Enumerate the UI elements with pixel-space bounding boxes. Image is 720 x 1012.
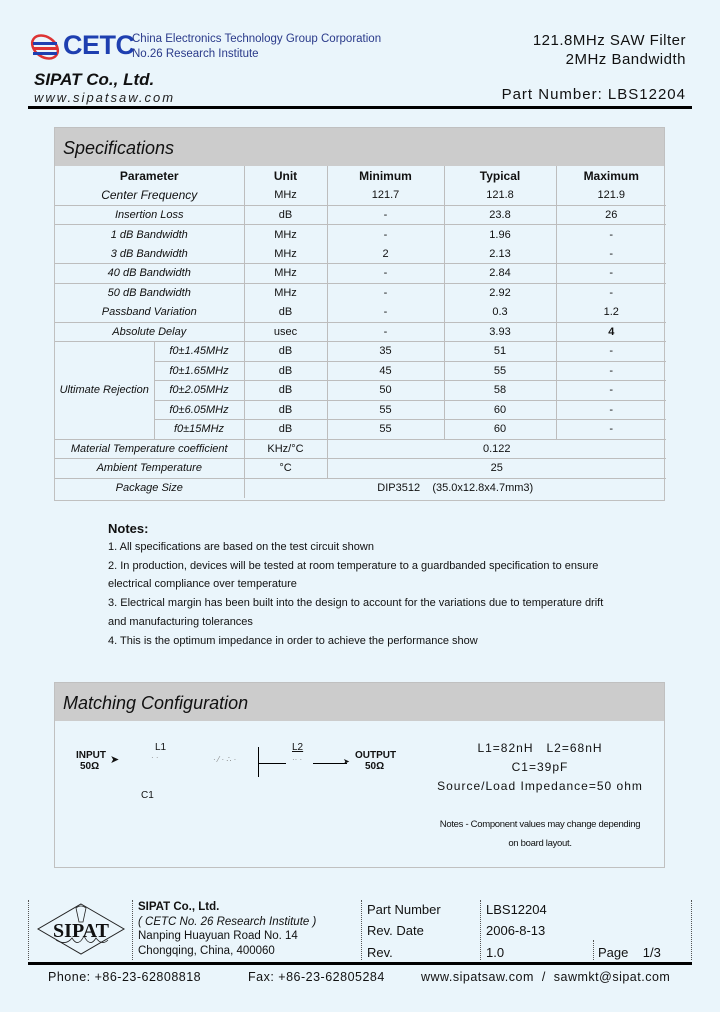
header-part-number: Part Number: LBS12204 — [501, 86, 686, 103]
divider — [480, 900, 481, 960]
divider — [593, 940, 594, 960]
specifications-heading: Specifications — [55, 128, 664, 166]
param-cell: Absolute Delay — [55, 322, 244, 342]
min-cell: - — [327, 225, 444, 245]
shunt-line-icon — [258, 747, 259, 777]
note-line: 1. All specifications are based on the test circuit shown — [108, 541, 374, 553]
rev-date-value: 2006-8-13 — [486, 923, 546, 938]
typ-cell: 121.8 — [444, 186, 556, 206]
min-cell: - — [327, 264, 444, 284]
product-line-2: 2MHz Bandwidth — [565, 51, 686, 68]
matching-heading: Matching Configuration — [55, 683, 664, 721]
rejection-condition: f0±1.45MHz — [154, 342, 244, 362]
footer-phone: Phone: +86-23-62808818 — [48, 970, 202, 984]
footer-block — [28, 896, 692, 962]
typ-cell: 60 — [444, 420, 556, 440]
matching-circuit-diagram — [55, 721, 664, 891]
unit-cell: KHz/°C — [244, 439, 327, 459]
unit-cell: MHz — [244, 225, 327, 245]
min-cell: 2 — [327, 244, 444, 264]
table-row — [55, 322, 666, 342]
corp-line-2: No.26 Research Institute — [132, 48, 259, 60]
typ-cell: 2.92 — [444, 283, 556, 303]
input-arrow-icon: ➤ — [110, 754, 120, 766]
unit-cell: MHz — [244, 186, 327, 206]
max-cell: - — [556, 342, 666, 362]
notes-title: Notes: — [108, 521, 149, 536]
param-cell: Insertion Loss — [55, 205, 244, 225]
col-header-maximum: Maximum — [556, 166, 666, 186]
min-cell: - — [327, 283, 444, 303]
param-cell: Material Temperature coefficient — [55, 439, 244, 459]
param-cell: Ambient Temperature — [55, 459, 244, 479]
value-cell: 0.122 — [327, 439, 666, 459]
c1-label: C1 — [141, 790, 154, 801]
l2-inductor-icon: ·· · — [292, 755, 303, 764]
cetc-wordmark: CETC — [63, 30, 135, 60]
max-cell: - — [556, 225, 666, 245]
rejection-condition: f0±1.65MHz — [154, 361, 244, 381]
rev-value: 1.0 — [486, 945, 505, 960]
l1-label: L1 — [155, 742, 167, 753]
typ-cell: 58 — [444, 381, 556, 401]
connector-line-icon — [258, 763, 286, 764]
unit-cell: MHz — [244, 264, 327, 284]
unit-cell: dB — [244, 205, 327, 225]
min-cell: - — [327, 322, 444, 342]
unit-cell: dB — [244, 342, 327, 362]
min-cell: 55 — [327, 420, 444, 440]
max-cell: 1.2 — [556, 303, 666, 323]
footer-company: SIPAT Co., Ltd. — [138, 901, 220, 913]
inductor-values: L1=82nH L2=68nH — [477, 741, 603, 755]
typ-cell: 3.93 — [444, 322, 556, 342]
note-line: electrical compliance over temperature — [108, 578, 297, 591]
max-cell: 4 — [556, 322, 666, 342]
table-row — [55, 225, 666, 245]
input-label: INPUT — [76, 750, 106, 761]
min-cell: - — [327, 303, 444, 323]
footer-web-email[interactable]: www.sipatsaw.com / sawmkt@sipat.com — [421, 970, 671, 984]
l2-label: L2 — [292, 742, 304, 753]
product-line-1: 121.8MHz SAW Filter — [532, 32, 686, 49]
unit-cell: dB — [244, 303, 327, 323]
min-cell: 45 — [327, 361, 444, 381]
typ-cell: 55 — [444, 361, 556, 381]
footer-fax: Fax: +86-23-62805284 — [248, 970, 385, 984]
header-divider — [28, 106, 692, 109]
value-cell: 25 — [327, 459, 666, 479]
rejection-condition: f0±2.05MHz — [154, 381, 244, 401]
max-cell: - — [556, 381, 666, 401]
footer-divider — [28, 962, 692, 965]
rejection-row — [55, 342, 666, 362]
notes-section — [108, 520, 603, 650]
table-row — [55, 439, 666, 459]
max-cell: - — [556, 361, 666, 381]
rev-date-label: Rev. Date — [367, 923, 424, 938]
col-header-parameter: Parameter — [119, 168, 179, 183]
typ-cell: 2.84 — [444, 264, 556, 284]
rev-label: Rev. — [367, 945, 393, 960]
svg-text:SIPAT: SIPAT — [53, 920, 109, 942]
specifications-panel — [54, 127, 665, 501]
note-line: 4. This is the optimum impedance in order to achieve the performance show — [108, 634, 478, 647]
param-cell: 50 dB Bandwidth — [55, 283, 244, 303]
note-line: 2. In production, devices will be tested at room temperature to a guardbanded specification to ensure — [108, 559, 599, 572]
unit-cell: MHz — [244, 283, 327, 303]
corp-line-1: China Electronics Technology Group Corporation — [132, 33, 382, 45]
arrow-head-icon: ➤ — [343, 757, 350, 766]
unit-cell: dB — [244, 420, 327, 440]
product-title — [533, 31, 686, 69]
company-title: SIPAT Co., Ltd. — [34, 70, 155, 89]
saw-filter-icon: · ⁄ · ∴ · — [213, 755, 237, 764]
footer-address-1: Nanping Huayuan Road No. 14 — [138, 930, 298, 942]
impedance-value: Source/Load Impedance=50 ohm — [437, 779, 643, 793]
note-line: 3. Electrical margin has been built into the design to account for the variations due to temperature drift — [108, 597, 604, 610]
component-note-line: on board layout. — [508, 838, 572, 849]
unit-cell: usec — [244, 322, 327, 342]
unit-cell: MHz — [244, 244, 327, 264]
corporation-name — [132, 32, 381, 62]
min-cell: 55 — [327, 400, 444, 420]
table-row — [55, 186, 666, 206]
param-cell: 40 dB Bandwidth — [55, 264, 244, 284]
table-row — [55, 244, 666, 264]
table-row — [55, 459, 666, 479]
table-row — [55, 205, 666, 225]
typ-cell: 60 — [444, 400, 556, 420]
table-header-row — [55, 166, 666, 186]
max-cell: - — [556, 283, 666, 303]
capacitor-value: C1=39pF — [511, 760, 569, 774]
part-number-label: Part Number — [367, 902, 441, 917]
footer-institute: ( CETC No. 26 Research Institute ) — [138, 915, 317, 928]
unit-cell: dB — [244, 381, 327, 401]
component-note-line: Notes - Component values may change depending — [439, 819, 641, 830]
min-cell: 35 — [327, 342, 444, 362]
col-header-typical: Typical — [444, 166, 556, 186]
max-cell: 26 — [556, 205, 666, 225]
param-cell: Package Size — [55, 478, 244, 498]
max-cell: - — [556, 420, 666, 440]
rejection-condition: f0±6.05MHz — [154, 400, 244, 420]
part-number-value: LBS12204 — [486, 902, 547, 917]
typ-cell: 51 — [444, 342, 556, 362]
col-header-unit: Unit — [244, 166, 327, 186]
param-cell: 1 dB Bandwidth — [55, 225, 244, 245]
footer-address-2: Chongqing, China, 400060 — [138, 944, 275, 957]
typ-cell: 0.3 — [444, 303, 556, 323]
table-row — [55, 283, 666, 303]
max-cell: 121.9 — [556, 186, 666, 206]
param-cell: 3 dB Bandwidth — [110, 247, 188, 260]
value-cell: DIP3512 (35.0x12.8x4.7mm3) — [244, 478, 666, 498]
l1-inductor-icon: · · — [151, 753, 159, 762]
footer-company-info — [138, 900, 316, 958]
note-line: and manufacturing tolerances — [108, 615, 253, 628]
component-values — [435, 739, 645, 796]
divider — [691, 900, 692, 960]
output-arrow-icon — [313, 763, 347, 764]
table-row — [55, 303, 666, 323]
param-cell: Passband Variation — [101, 306, 197, 318]
output-label: OUTPUT — [355, 750, 397, 761]
matching-panel — [54, 682, 665, 868]
divider — [28, 900, 29, 960]
divider — [132, 900, 133, 960]
unit-cell: dB — [244, 400, 327, 420]
unit-cell: °C — [244, 459, 327, 479]
rejection-condition: f0±15MHz — [154, 420, 244, 440]
min-cell: 50 — [327, 381, 444, 401]
page-indicator: Page 1/3 — [598, 945, 661, 960]
divider — [361, 900, 362, 960]
min-cell: - — [327, 205, 444, 225]
table-row — [55, 478, 666, 498]
param-cell: Center Frequency — [101, 188, 198, 202]
typ-cell: 2.13 — [444, 244, 556, 264]
rejection-label: Ultimate Rejection — [55, 342, 154, 440]
min-cell: 121.7 — [327, 186, 444, 206]
sipat-logo-icon — [36, 902, 126, 956]
unit-cell: dB — [244, 361, 327, 381]
max-cell: - — [556, 244, 666, 264]
max-cell: - — [556, 400, 666, 420]
output-impedance: 50Ω — [365, 761, 385, 772]
col-header-minimum: Minimum — [327, 166, 444, 186]
specifications-table — [55, 166, 666, 498]
input-impedance: 50Ω — [80, 761, 100, 772]
table-row — [55, 264, 666, 284]
website-link[interactable]: www.sipatsaw.com — [34, 90, 176, 105]
typ-cell: 1.96 — [444, 225, 556, 245]
typ-cell: 23.8 — [444, 205, 556, 225]
component-note — [425, 815, 655, 853]
max-cell: - — [556, 264, 666, 284]
